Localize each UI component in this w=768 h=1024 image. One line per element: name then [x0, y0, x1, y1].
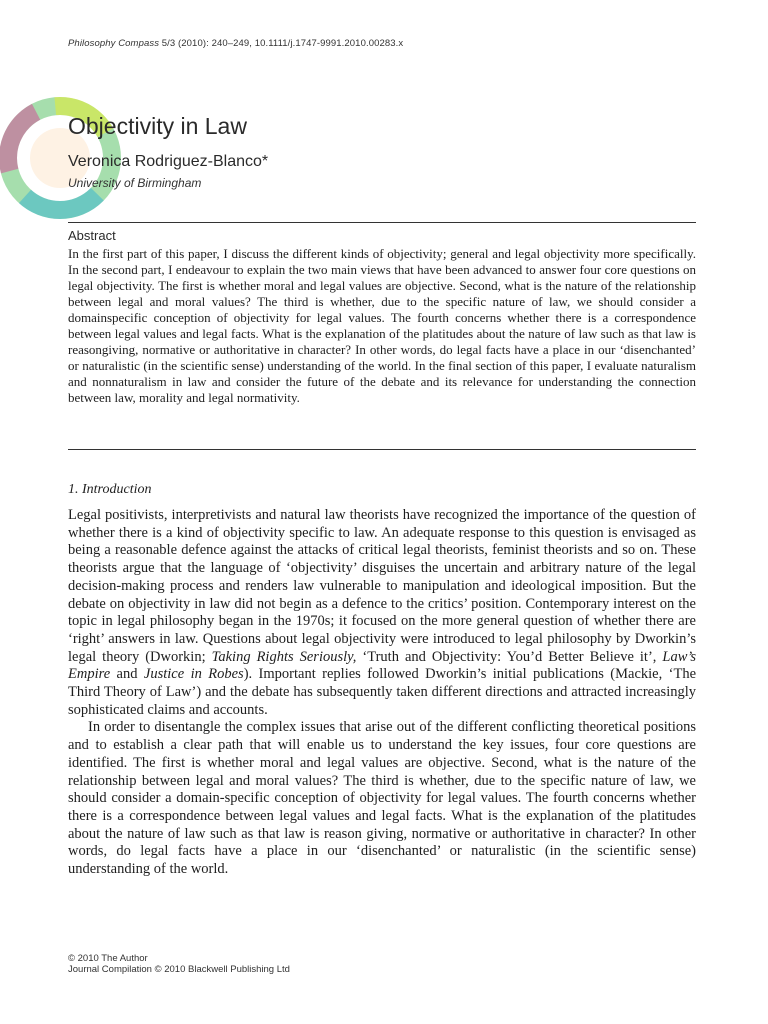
abstract-bottom-rule [68, 449, 696, 450]
introduction-paragraph-1 [68, 507, 696, 719]
paragraph-text: ). Important replies followed Dworkin’s initial publications (Mackie, ‘The Third Theory of Law’) and the debate has subsequently taken different directions and attracted increasingly sophisticated claims and accounts. [68, 666, 697, 718]
journal-citation-details: 5/3 (2010): 240–249, 10.1111/j.1747-9991.2010.00283.x [159, 38, 404, 49]
paragraph-text: Legal positivists, interpretivists and natural law theorists have recognized the importance of the question of whether there is a kind of objectivity specific to law. An adequate response to this question is envisaged as being a reasonable defence against the attacks of critical legal theorists, feminist theorists and so on. These theorists argue that the language of ‘objectivity’ disguises the uncertain and arbitrary nature of the legal decision-making process and renders law vulnerable to manipulation and ideological imposition. But the debate on objectivity in law did not begin as a defence to the critics’ position. Contemporary interest on the topic in legal philosophy began in the 1970s; it focused on the more general question of whether there are ‘right’ answers in law. Questions about legal objectivity were introduced to legal philosophy by Dworkin’s legal theory (Dworkin; [68, 507, 696, 665]
copyright-line: © 2010 The Author [68, 953, 148, 964]
book-title-laws-empire: Law’s Empire [68, 648, 696, 683]
author-name: Veronica Rodriguez-Blanco* [68, 153, 269, 170]
article-title: Objectivity in Law [68, 113, 247, 139]
author-affiliation: University of Birmingham [68, 176, 202, 190]
book-title-taking-rights-seriously: Taking Rights Seriously, [211, 648, 357, 665]
section-heading-introduction: 1. Introduction [68, 482, 152, 497]
book-title-justice-in-robes: Justice in Robes [143, 666, 244, 683]
introduction-paragraph-2: In order to disentangle the complex issues that arise out of the different conflicting theoretical positions and to establish a clear path that will enable us to understand the key issues, four core questions are identified. The first is whether moral and legal values are objective. Second, what is the nature of the relationship between legal and moral values? The third is whether, due to the specific nature of law, we should consider a domain-specific conception of objectivity for legal values. The fourth concerns whether there is a correspondence between legal values and legal facts. What is the explanation of the platitudes about the nature of law such as that law is reason giving, normative or authoritative in character? In other words, do legal facts have a place in our ‘disenchanted’ or naturalistic (in the scientific sense) understanding of the world. [68, 719, 696, 878]
journal-name: Philosophy Compass [68, 38, 160, 49]
paragraph-text: ‘Truth and Objectivity: You’d Better Believe it’, [356, 648, 663, 665]
introduction-body [68, 507, 696, 879]
paragraph-text: and [110, 666, 144, 683]
journal-citation [68, 38, 403, 49]
abstract-heading: Abstract [68, 228, 116, 243]
page-footer [68, 953, 290, 975]
abstract-text: In the first part of this paper, I discuss the different kinds of objectivity; general and legal objectivity more specifically. In the second part, I endeavour to explain the two main views that have been advanced to answer four core questions on legal objectivity. The first is whether moral and legal values are objective. Second, what is the nature of the relationship between legal and moral values? The third is whether, due to the specific nature of law, we should consider a domainspecific conception of objectivity for legal values. The fourth concerns whether there is a correspondence between legal values and legal facts. What is the explanation of the platitudes about the nature of law such as that law is reasongiving, normative or authoritative in character? In other words, do legal facts have a place in our ‘disenchanted’ or naturalistic (in the scientific sense) understanding of the world. In the final section of this paper, I evaluate naturalism and nonnaturalism in law and consider the future of the debate and its relevance for understanding the connection between law, morality and legal normativity. [68, 246, 696, 405]
abstract-top-rule [68, 222, 696, 223]
journal-compilation-line: Journal Compilation © 2010 Blackwell Publishing Ltd [68, 964, 290, 975]
